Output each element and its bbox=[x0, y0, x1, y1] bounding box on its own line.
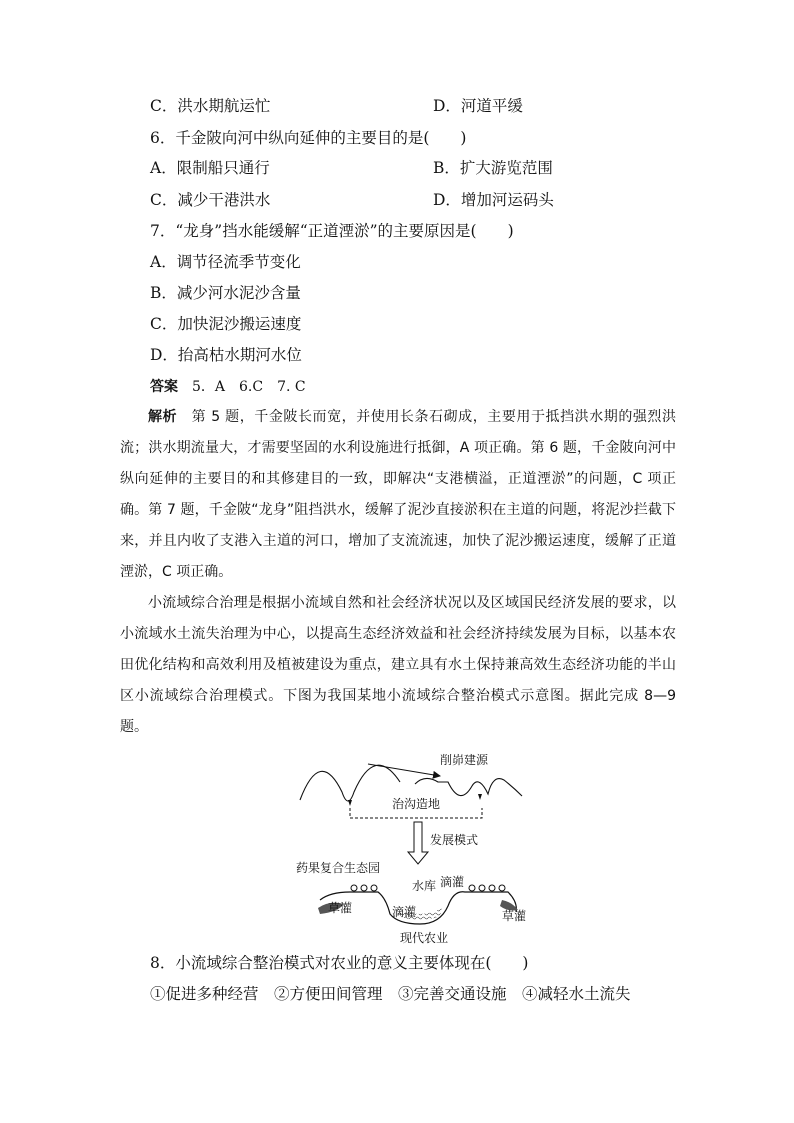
label-mode: 发展模式 bbox=[430, 833, 479, 847]
label-drip-left: 滴灌 bbox=[392, 905, 417, 919]
label-drip-right: 滴灌 bbox=[440, 875, 465, 889]
label-agriculture: 现代农业 bbox=[400, 931, 449, 945]
q6-option-a: A．限制船只通行 bbox=[150, 159, 270, 177]
q6-option-c: C．减少干港洪水 bbox=[150, 191, 271, 209]
q6-option-b: B．扩大游览范围 bbox=[433, 159, 553, 177]
intro-paragraph: 小流域综合治理是根据小流域自然和社会经济状况以及区域国民经济发展的要求，以小流域水土流失治理为中心，以提高生态经济效益和社会经济持续发展为目标，以基本农田优化结构和高效利用及植被建设为重点，建立具有水土保持兼高效生态经济功能的半山区小流域综合治理模式。下图为我国某地小流域综合整治模式示意图。据此完成 8—9 题。 bbox=[120, 595, 676, 735]
watershed-diagram bbox=[290, 752, 530, 948]
down-arrow bbox=[408, 822, 428, 864]
label-top: 削峁建源 bbox=[440, 753, 489, 767]
label-ditch: 治沟造地 bbox=[392, 797, 441, 811]
q6-stem: 6．千金陂向河中纵向延伸的主要目的是( ) bbox=[150, 129, 467, 147]
q7-option-c: C．加快泥沙搬运速度 bbox=[150, 315, 302, 333]
label-reservoir: 水库 bbox=[412, 879, 437, 893]
q5-option-d: D．河道平缓 bbox=[433, 97, 523, 115]
answer-text: 5．A 6.C 7. C bbox=[178, 379, 306, 395]
answer-line bbox=[150, 377, 306, 397]
q7-stem: 7．“龙身”挡水能缓解“正道湮淤”的主要原因是( ) bbox=[150, 222, 514, 240]
q7-option-b: B．减少河水泥沙含量 bbox=[150, 284, 301, 302]
q7-option-d: D．抬高枯水期河水位 bbox=[150, 346, 302, 364]
q8-options: ①促进多种经营 ②方便田间管理 ③完善交通设施 ④减轻水土流失 bbox=[150, 985, 631, 1003]
q8-stem: 8．小流域综合整治模式对农业的意义主要体现在( ) bbox=[150, 954, 529, 972]
arrow-transform bbox=[368, 764, 440, 776]
q6-option-d: D．增加河运码头 bbox=[433, 191, 554, 209]
q7-option-a: A．调节径流季节变化 bbox=[150, 253, 301, 271]
hills-before bbox=[300, 765, 400, 806]
analysis-paragraph bbox=[120, 402, 676, 588]
label-grass-left: 草灌 bbox=[328, 901, 353, 915]
answer-label: 答案 bbox=[150, 379, 178, 395]
label-grass-right: 草灌 bbox=[502, 909, 527, 923]
analysis-label: 解析 bbox=[148, 409, 178, 425]
label-garden: 药果复合生态园 bbox=[296, 861, 381, 875]
q5-option-c: C．洪水期航运忙 bbox=[150, 97, 271, 115]
analysis-text: 第 5 题，千金陂长而宽，并使用长条石砌成，主要用于抵挡洪水期的强烈洪流；洪水期流量大，才需要坚固的水利设施进行抵御，A 项正确。第 6 题，千金陂向河中纵向延伸的主要目的和其修建目的一致，即解决“支港横溢，正道湮淤”的问题，C 项正确。第 7 题，千金陂“龙身”阻挡洪水，缓解了泥沙直接淤积在主道的问题，将泥沙拦截下来，并且内收了支港入主道的河口，增加了支流流速，加快了泥沙搬运速度，缓解了正道湮淤，C 项正确。 bbox=[120, 409, 676, 580]
